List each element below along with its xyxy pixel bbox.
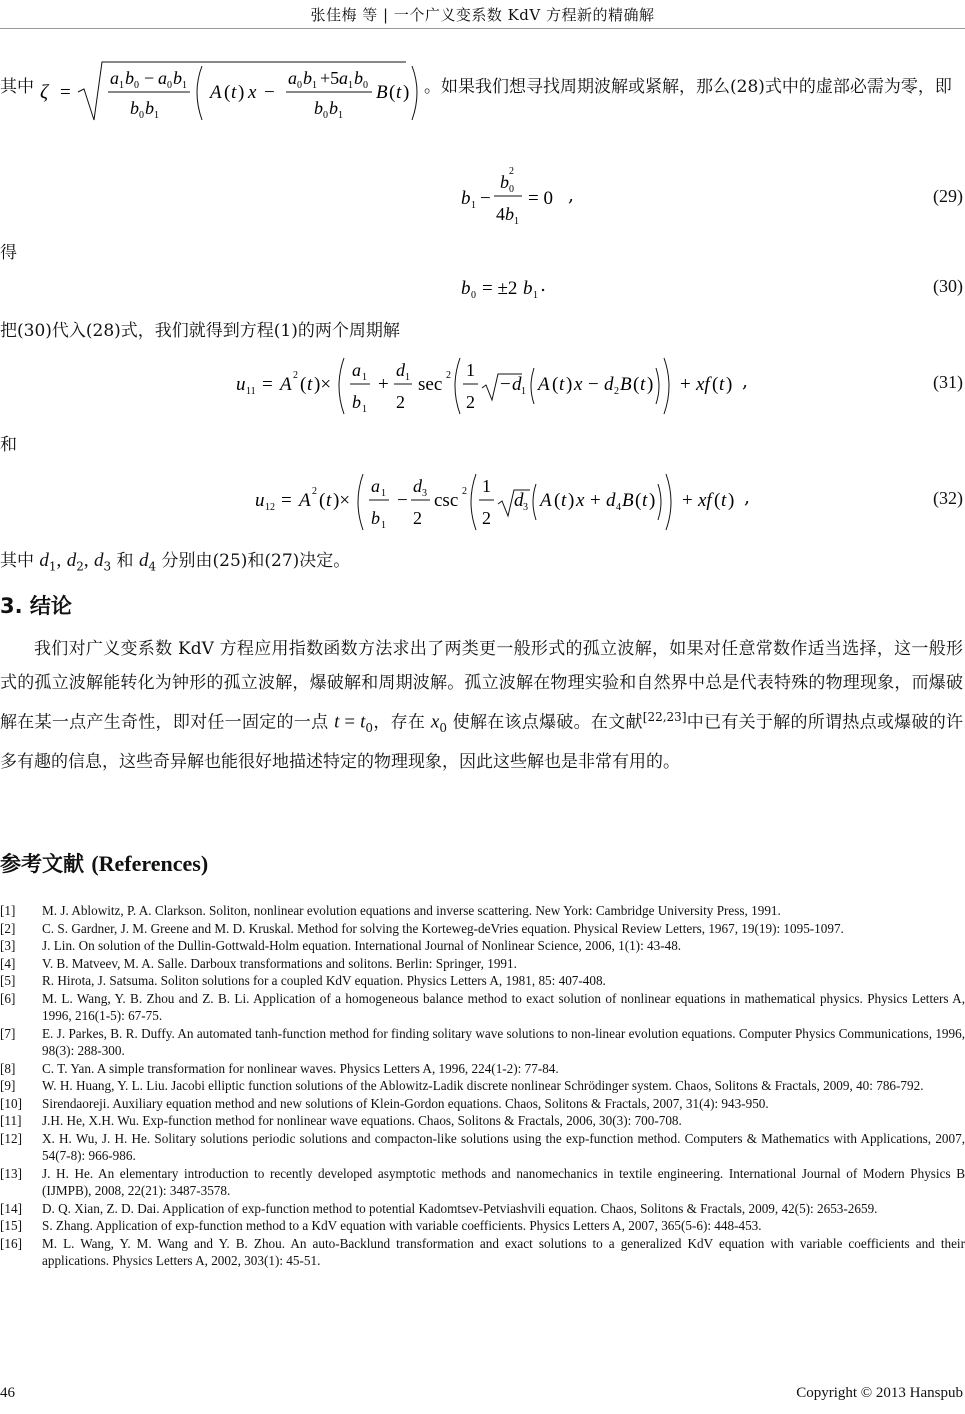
equation-31-tail: , — [742, 370, 749, 392]
svg-text:+: + — [682, 490, 693, 511]
reference-number: [6] — [0, 990, 16, 1006]
svg-text:t: t — [719, 374, 725, 395]
svg-text:a: a — [339, 68, 348, 88]
svg-text:b: b — [371, 508, 380, 528]
svg-text:(: ( — [554, 490, 561, 511]
svg-text:−: − — [397, 490, 408, 511]
svg-text:= ±2: = ±2 — [482, 278, 518, 299]
svg-text:(: ( — [300, 374, 307, 395]
svg-text:t: t — [326, 490, 332, 511]
reference-item — [0, 1025, 965, 1060]
reference-number: [7] — [0, 1025, 16, 1041]
svg-text:1: 1 — [362, 372, 367, 383]
svg-text:4: 4 — [616, 502, 621, 513]
conclusion-text-a: 我们对广义变系数 KdV 方程应用指数函数方法求出了两类更一般形式的孤立波解，如果对任意常数作适当选择，这一般形式的孤立波解能转化为钟形的孤立波解，爆破解和周期波解。孤立波解在物理实验和自然界中总是代表特殊的物理现象，而爆破解在某一点产生奇性，即对任一固定的一点 — [0, 639, 963, 733]
svg-text:b: b — [303, 68, 312, 88]
equation-29-formula — [0, 160, 600, 240]
reference-item — [0, 920, 965, 938]
svg-text:): ) — [568, 490, 575, 511]
section-title-conclusion: 3. 结论 — [0, 594, 72, 618]
svg-text:(: ( — [712, 374, 719, 395]
svg-text:): ) — [726, 374, 733, 395]
svg-text:x: x — [576, 490, 585, 511]
reference-text: D. Q. Xian, Z. D. Dai. Application of exp-function method to potential Kadomtsev-Petviashvili equation. Chaos, Solitons & Fractals, 2009, 42(5): 2653-2659. — [42, 1200, 878, 1216]
svg-text:A: A — [540, 490, 552, 511]
p1-tail — [424, 70, 964, 104]
svg-text:d: d — [512, 374, 522, 395]
svg-text:B: B — [620, 374, 632, 395]
svg-text:1: 1 — [362, 404, 367, 415]
svg-text:b: b — [461, 188, 471, 209]
svg-text:b: b — [329, 98, 338, 118]
conclusion-paragraph: 我们对广义变系数 KdV 方程应用指数函数方法求出了两类更一般形式的孤立波解，如果对任意常数作适当选择，这一般形式的孤立波解能转化为钟形的孤立波解，爆破解和周期波解。孤立波解在物理实验和自然界中总是代表特殊的物理现象，而爆破解在某一点产生奇性，即对任一固定的一点 $t = t_0$，存在 $x_0$ 使解在该点爆破。在文献[22,23]中已有关于解的所谓热点或爆破的许多有趣的信息，这些奇异解也能很好地描述特定的物理现象，因此这些解也是非常有用的。 — [0, 639, 964, 773]
svg-text:sec: sec — [418, 374, 443, 395]
reference-number: [2] — [0, 920, 16, 936]
svg-text:d: d — [606, 490, 616, 511]
svg-text:a: a — [288, 68, 297, 88]
paragraph-de: 得 — [0, 243, 17, 263]
p5-lead: 其中 — [0, 551, 34, 571]
reference-text: Sirendaoreji. Auxiliary equation method and new solutions of Klein-Gordon equations. Chaos, Solitons & Fractals, 2007, 31(4): 943-950. — [42, 1095, 769, 1111]
reference-item — [0, 955, 965, 973]
svg-text:)×: )× — [314, 374, 332, 395]
svg-text:b: b — [523, 278, 533, 299]
svg-text:+: + — [590, 490, 601, 511]
reference-item — [0, 1095, 965, 1113]
svg-text:): ) — [728, 490, 735, 511]
svg-text:=: = — [262, 374, 273, 395]
p1-tail-text: 。如果我们想寻找周期波解或紧解，那么(28)式中的虚部必需为零，即 — [424, 77, 952, 97]
equation-31-formula — [0, 352, 760, 422]
copyright-notice: Copyright © 2013 Hanspub — [796, 1385, 963, 1401]
svg-text:0: 0 — [134, 80, 139, 91]
equation-31 — [0, 352, 965, 432]
reference-text: W. H. Huang, Y. L. Liu. Jacobi elliptic function solutions of the Ablowitz-Ladik discrete nonlinear Schrödinger system. Chaos, Solitons & Fractals, 2009, 40: 786-792. — [42, 1078, 924, 1093]
svg-text:t: t — [307, 374, 313, 395]
svg-text:t: t — [642, 490, 648, 511]
reference-text: J. H. He. An elementary introduction to recently developed asymptotic methods and nanomechanics in textile engineering. International Journal of Modern Physics B (IJMPB), 2008, 22(21): 3487-3578. — [42, 1165, 965, 1198]
svg-text:A: A — [538, 374, 550, 395]
svg-text:(: ( — [714, 490, 721, 511]
svg-text:2: 2 — [312, 486, 317, 497]
equation-30-formula — [0, 266, 600, 316]
conclusion-citation[interactable]: [22,23] — [642, 710, 687, 724]
reference-number: [5] — [0, 973, 16, 988]
svg-text:b: b — [352, 392, 361, 412]
equation-29 — [0, 160, 965, 240]
svg-text:a: a — [352, 360, 361, 380]
zeta-formula — [34, 58, 424, 128]
equation-30-number: (30) — [933, 276, 963, 296]
svg-text:1: 1 — [154, 110, 159, 121]
svg-text:1: 1 — [119, 80, 124, 91]
svg-text:12: 12 — [265, 502, 275, 513]
svg-text:+: + — [378, 374, 389, 395]
svg-text:(: ( — [552, 374, 559, 395]
svg-text:(: ( — [635, 490, 642, 511]
references-title — [0, 848, 208, 878]
svg-text:t: t — [231, 82, 237, 103]
reference-item — [0, 972, 965, 990]
conclusion-text-c: 使解在该点爆破。在文献 — [452, 712, 643, 733]
svg-text:1: 1 — [521, 386, 526, 397]
reference-text: S. Zhang. Application of exp-function method to a KdV equation with variable coefficients. Physics Letters A, 2007, 365(5-6): 448-453. — [42, 1218, 762, 1233]
paragraph-substitute: 把(30)代入(28)式，我们就得到方程(1)的两个周期解 — [0, 321, 400, 341]
svg-text:0: 0 — [139, 110, 144, 121]
svg-text:1: 1 — [514, 216, 519, 227]
equation-30-tail: . — [540, 274, 547, 296]
svg-text:2: 2 — [462, 486, 467, 497]
svg-text:A: A — [210, 82, 222, 103]
svg-text:B: B — [622, 490, 634, 511]
reference-item — [0, 1130, 965, 1165]
svg-text:b: b — [173, 68, 182, 88]
reference-text: M. J. Ablowitz, P. A. Clarkson. Soliton, nonlinear evolution equations and inverse scattering. New York: Cambridge University Press, 1991. — [42, 903, 781, 918]
reference-number: [4] — [0, 955, 16, 971]
svg-text:1: 1 — [466, 360, 475, 380]
reference-number: [3] — [0, 938, 16, 953]
svg-text:1: 1 — [381, 520, 386, 531]
equation-32-number: (32) — [933, 488, 963, 508]
svg-text:d: d — [413, 476, 422, 496]
equation-32-tail: , — [744, 486, 751, 508]
svg-text:1: 1 — [471, 200, 476, 211]
svg-text:2: 2 — [446, 370, 451, 381]
reference-item — [0, 902, 965, 920]
svg-text:1: 1 — [182, 80, 187, 91]
svg-text:−: − — [588, 374, 599, 395]
svg-text:): ) — [649, 490, 656, 511]
svg-text:A: A — [280, 374, 292, 395]
reference-item — [0, 1235, 965, 1270]
svg-text:a: a — [110, 68, 119, 88]
svg-text:a: a — [371, 476, 380, 496]
reference-text: E. J. Parkes, B. R. Duffy. An automated tanh-function method for finding solitary wave solutions to non-linear evolution equations. Computer Physics Communications, 1996, 98(3): 288-300. — [42, 1025, 965, 1058]
reference-number: [12] — [0, 1130, 22, 1146]
reference-number: [11] — [0, 1113, 22, 1128]
svg-text:+5: +5 — [320, 68, 340, 88]
svg-text:xf: xf — [696, 374, 710, 395]
conclusion-text-d: 中已有关于解的所谓热点或爆破的许多有趣的信息，这些奇异解也能很好地描述特定的物理现象，因此这些解也是非常有用的。 — [0, 712, 964, 773]
reference-text: C. S. Gardner, J. M. Greene and M. D. Kruskal. Method for solving the Korteweg-deVries equation. Physical Review Letters, 1967, 19(19): 1095-1097. — [42, 920, 844, 936]
svg-text:(: ( — [389, 82, 396, 103]
svg-text:b: b — [145, 98, 154, 118]
svg-text:0: 0 — [167, 80, 172, 91]
reference-item — [0, 1165, 965, 1200]
svg-text:0: 0 — [509, 184, 514, 195]
p5-comma-2: , — [83, 550, 89, 571]
svg-text:d: d — [514, 490, 524, 511]
reference-number: [8] — [0, 1060, 16, 1076]
svg-text:=: = — [60, 82, 71, 103]
svg-text:B: B — [376, 82, 388, 103]
svg-text:b: b — [461, 278, 471, 299]
svg-text:2: 2 — [614, 386, 619, 397]
svg-text:(: ( — [319, 490, 326, 511]
svg-text:): ) — [238, 82, 245, 103]
svg-text:): ) — [403, 82, 410, 103]
svg-text:−: − — [264, 82, 275, 103]
reference-number: [15] — [0, 1218, 22, 1233]
reference-text: X. H. Wu, J. H. He. Solitary solutions periodic solutions and compacton-like solutions using the exp-function method. Computers & Mathematics with Applications, 2007, 54(7-8): 966-986. — [42, 1130, 965, 1163]
svg-text:11: 11 — [246, 386, 256, 397]
reference-number: [10] — [0, 1095, 22, 1111]
svg-text:d: d — [604, 374, 614, 395]
svg-text:x: x — [248, 82, 257, 103]
svg-text:d: d — [396, 360, 405, 380]
references-title-cn: 参考文献 — [0, 852, 84, 876]
svg-text:t: t — [396, 82, 402, 103]
reference-item — [0, 1077, 965, 1095]
svg-text:csc: csc — [434, 490, 459, 511]
p5-and: 和 — [116, 551, 134, 571]
reference-item — [0, 1217, 965, 1235]
header-rule — [0, 28, 965, 29]
svg-text:): ) — [566, 374, 573, 395]
svg-text:3: 3 — [422, 488, 427, 499]
reference-item — [0, 937, 965, 955]
equation-29-tail: , — [568, 184, 575, 206]
svg-text:b: b — [125, 68, 134, 88]
equation-29-number: (29) — [933, 186, 963, 206]
reference-text: M. L. Wang, Y. M. Wang and Y. B. Zhou. An auto-Backlund transformation and exact solutions to a generalized KdV equation with variable coefficients and their applications. Physics Letters A, 2002, 303(1): 45-51. — [42, 1235, 965, 1268]
reference-item — [0, 1200, 965, 1218]
svg-text:0: 0 — [471, 290, 476, 301]
reference-text: M. L. Wang, Y. B. Zhou and Z. B. Li. Application of a homogeneous balance method to exact solution of nonlinear equations in mathematical physics. Physics Letters A, 1996, 216(1-5): 67-75. — [42, 990, 965, 1023]
p5-tail: 分别由(25)和(27)决定。 — [161, 551, 351, 571]
svg-text:1: 1 — [482, 476, 491, 496]
svg-text:u: u — [236, 374, 246, 395]
equation-32 — [0, 468, 965, 548]
reference-text: C. T. Yan. A simple transformation for nonlinear waves. Physics Letters A, 1996, 224(1-2): 77-84. — [42, 1060, 559, 1076]
svg-text:x: x — [574, 374, 583, 395]
svg-text:b: b — [130, 98, 139, 118]
paragraph-and: 和 — [0, 435, 17, 455]
svg-text:1: 1 — [348, 80, 353, 91]
reference-text: V. B. Matveev, M. A. Salle. Darboux transformations and solitons. Berlin: Springer, 1991. — [42, 955, 517, 971]
svg-text:A: A — [299, 490, 311, 511]
running-header: 张佳梅 等 | 一个广义变系数 KdV 方程新的精确解 — [310, 6, 655, 24]
svg-text:1: 1 — [381, 488, 386, 499]
svg-text:): ) — [647, 374, 654, 395]
svg-text:1: 1 — [312, 80, 317, 91]
svg-text:(: ( — [633, 374, 640, 395]
svg-text:t: t — [561, 490, 567, 511]
reference-number: [13] — [0, 1165, 22, 1181]
svg-text:1: 1 — [338, 110, 343, 121]
reference-number: [1] — [0, 903, 16, 918]
svg-text:2: 2 — [396, 392, 405, 412]
svg-text:2: 2 — [413, 508, 422, 528]
reference-number: [16] — [0, 1235, 22, 1251]
svg-text:4: 4 — [496, 204, 505, 224]
svg-text:(: ( — [224, 82, 231, 103]
reference-text: J.H. He, X.H. Wu. Exp-function method for nonlinear wave equations. Chaos, Solitons & Fractals, 2006, 30(3): 700-708. — [42, 1113, 682, 1128]
reference-text: R. Hirota, J. Satsuma. Soliton solutions for a coupled KdV equation. Physics Letters A, 1981, 85: 407-408. — [42, 973, 606, 988]
svg-text:2: 2 — [293, 370, 298, 381]
svg-text:=: = — [281, 490, 292, 511]
svg-text:b: b — [500, 172, 509, 192]
svg-text:2: 2 — [482, 508, 491, 528]
reference-item — [0, 990, 965, 1025]
svg-text:−: − — [480, 188, 491, 209]
svg-text:u: u — [255, 490, 265, 511]
svg-text:2: 2 — [509, 166, 514, 177]
svg-text:0: 0 — [323, 110, 328, 121]
svg-text:b: b — [354, 68, 363, 88]
svg-text:+: + — [680, 374, 691, 395]
svg-text:t: t — [559, 374, 565, 395]
p5-comma-1: , — [56, 550, 62, 571]
svg-text:1: 1 — [533, 290, 538, 301]
equation-31-number: (31) — [933, 372, 963, 392]
equation-32-formula — [0, 468, 760, 538]
svg-text:0: 0 — [297, 80, 302, 91]
page-number: 46 — [0, 1385, 15, 1401]
p1-lead: 其中 — [0, 77, 34, 97]
conclusion-text-b: ，存在 — [373, 712, 426, 733]
svg-text:b: b — [505, 204, 514, 224]
references-list — [0, 902, 965, 1270]
svg-text:−: − — [144, 68, 155, 88]
svg-text:= 0: = 0 — [528, 188, 553, 209]
reference-item — [0, 1060, 965, 1078]
svg-text:1: 1 — [405, 372, 410, 383]
svg-text:0: 0 — [363, 80, 368, 91]
reference-item — [0, 1112, 965, 1130]
paragraph-d-definitions: 其中 $d_1$, $d_2$, $d_3$ 和 $d_4$ 分别由(25)和(27)决定。 — [0, 550, 351, 574]
reference-text: J. Lin. On solution of the Dullin-Gottwald-Holm equation. International Journal of Nonlinear Science, 2006, 1(1): 43-48. — [42, 938, 682, 953]
reference-number: [9] — [0, 1078, 16, 1093]
svg-text:xf: xf — [698, 490, 712, 511]
references-title-en: (References) — [91, 851, 209, 876]
svg-text:2: 2 — [466, 392, 475, 412]
svg-text:t: t — [640, 374, 646, 395]
svg-text:ζ: ζ — [40, 81, 49, 103]
svg-text:3: 3 — [523, 502, 528, 513]
svg-text:t: t — [721, 490, 727, 511]
svg-text:b: b — [314, 98, 323, 118]
svg-text:)×: )× — [333, 490, 351, 511]
reference-number: [14] — [0, 1200, 22, 1216]
svg-text:−: − — [500, 374, 511, 395]
svg-text:a: a — [158, 68, 167, 88]
